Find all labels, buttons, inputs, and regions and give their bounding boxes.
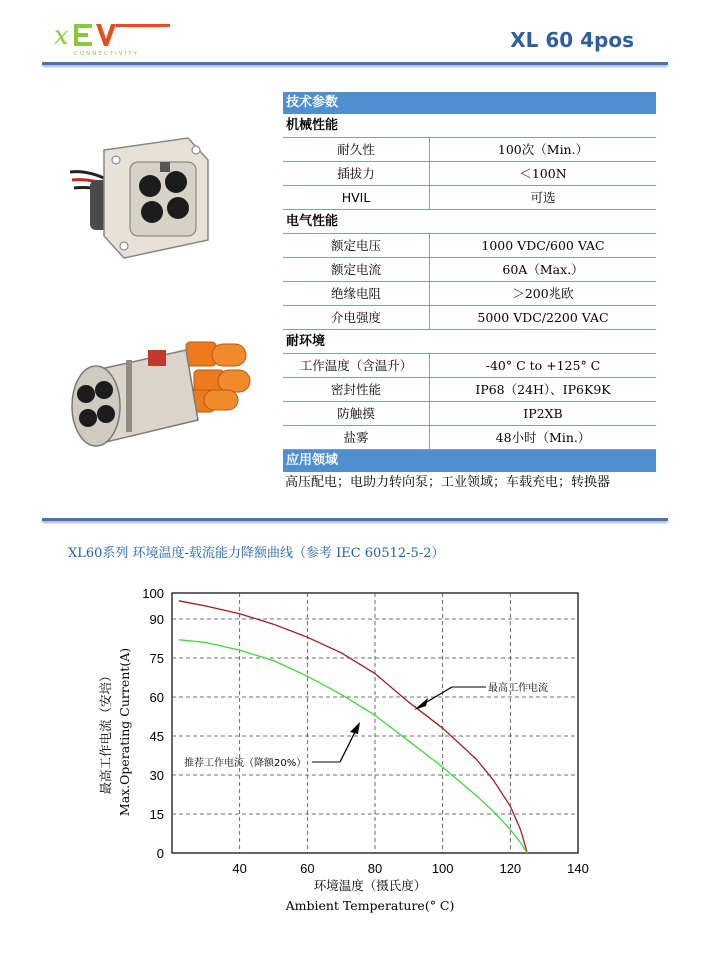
spec-key: 盐雾 bbox=[283, 426, 430, 449]
spec-value: 100次（Min.） bbox=[497, 142, 589, 157]
table-row bbox=[283, 138, 656, 162]
y-tick-label: 75 bbox=[149, 651, 164, 666]
spec-key: 耐久性 bbox=[283, 138, 430, 161]
apps-text: 高压配电；电助力转向泵；工业领域；车载充电；转换器 bbox=[285, 475, 611, 490]
mech-section-title: 机械性能 bbox=[283, 114, 656, 138]
spec-value: IP2XB bbox=[523, 406, 563, 421]
spec-key: 额定电流 bbox=[283, 258, 430, 281]
x-tick-label: 120 bbox=[499, 861, 522, 876]
table-row bbox=[283, 234, 656, 258]
chart-title: XL60系列 环境温度-载流能力降额曲线（参考 IEC 60512-5-2） bbox=[68, 546, 445, 561]
spec-value: 可选 bbox=[530, 190, 556, 205]
spec-value: 60A（Max.） bbox=[502, 262, 584, 277]
x-tick-label: 60 bbox=[300, 861, 315, 876]
spec-value: 5000 VDC/2200 VAC bbox=[477, 310, 609, 325]
spec-table bbox=[283, 92, 656, 491]
y-tick-label: 60 bbox=[149, 690, 164, 705]
table-row bbox=[283, 402, 656, 426]
section-divider bbox=[42, 518, 668, 521]
y-axis-label-cn: 最高工作电流（安培） bbox=[98, 669, 113, 795]
y-tick-label: 45 bbox=[149, 729, 164, 744]
svg-text:x: x bbox=[54, 21, 69, 51]
svg-text:CONNECTIVITY: CONNECTIVITY bbox=[74, 51, 139, 57]
spec-key: 工作温度（含温升） bbox=[283, 354, 430, 377]
table-row bbox=[283, 186, 656, 210]
y-tick-label: 15 bbox=[149, 807, 164, 822]
y-tick-label: 100 bbox=[142, 586, 164, 601]
y-axis-label-en: Max.Operating Current(A) bbox=[117, 647, 132, 817]
spec-key: 绝缘电阻 bbox=[283, 282, 430, 305]
spec-value: 1000 VDC/600 VAC bbox=[481, 238, 605, 253]
spec-key: 防触摸 bbox=[283, 402, 430, 425]
table-row bbox=[283, 282, 656, 306]
connector-plug-image bbox=[66, 330, 256, 470]
spec-key: HVIL bbox=[283, 186, 430, 209]
spec-value: ＞200兆欧 bbox=[512, 286, 574, 301]
y-tick-label: 90 bbox=[149, 612, 164, 627]
spec-heading: 技术参数 bbox=[283, 92, 656, 114]
table-row bbox=[283, 426, 656, 450]
document-title: XL 60 4pos bbox=[510, 28, 634, 52]
spec-value: 48小时（Min.） bbox=[495, 430, 591, 445]
x-tick-label: 40 bbox=[232, 861, 247, 876]
table-row bbox=[283, 162, 656, 186]
label-max-current: 最高工作电流 bbox=[488, 683, 548, 694]
y-tick-label: 30 bbox=[149, 768, 164, 783]
x-tick-label: 140 bbox=[567, 861, 589, 876]
env-section-title: 耐环境 bbox=[283, 330, 656, 354]
spec-key: 插拔力 bbox=[283, 162, 430, 185]
table-row bbox=[283, 378, 656, 402]
spec-key: 密封性能 bbox=[283, 378, 430, 401]
apps-heading: 应用领域 bbox=[283, 450, 656, 472]
spec-value: ＜100N bbox=[519, 166, 567, 181]
spec-value: IP68（24H）、IP6K9K bbox=[475, 382, 611, 397]
table-row bbox=[283, 306, 656, 330]
x-tick-label: 80 bbox=[367, 861, 383, 876]
x-axis-label-en: Ambient Temperature(° C) bbox=[285, 898, 455, 913]
elec-section-title: 电气性能 bbox=[283, 210, 656, 234]
y-tick-label: 0 bbox=[156, 846, 164, 861]
x-axis-label-cn: 环境温度（摄氏度） bbox=[313, 878, 427, 893]
connector-receptacle-image bbox=[68, 120, 218, 270]
x-tick-label: 100 bbox=[431, 861, 454, 876]
spec-key: 介电强度 bbox=[283, 306, 430, 329]
header-divider bbox=[42, 62, 668, 65]
label-recommended-current: 推荐工作电流（降额20%） bbox=[184, 758, 307, 769]
table-row bbox=[283, 354, 656, 378]
table-row bbox=[283, 258, 656, 282]
xev-logo bbox=[50, 14, 180, 58]
derating-chart bbox=[0, 570, 720, 930]
spec-value: -40° C to +125° C bbox=[485, 358, 601, 373]
spec-key: 额定电压 bbox=[283, 234, 430, 257]
